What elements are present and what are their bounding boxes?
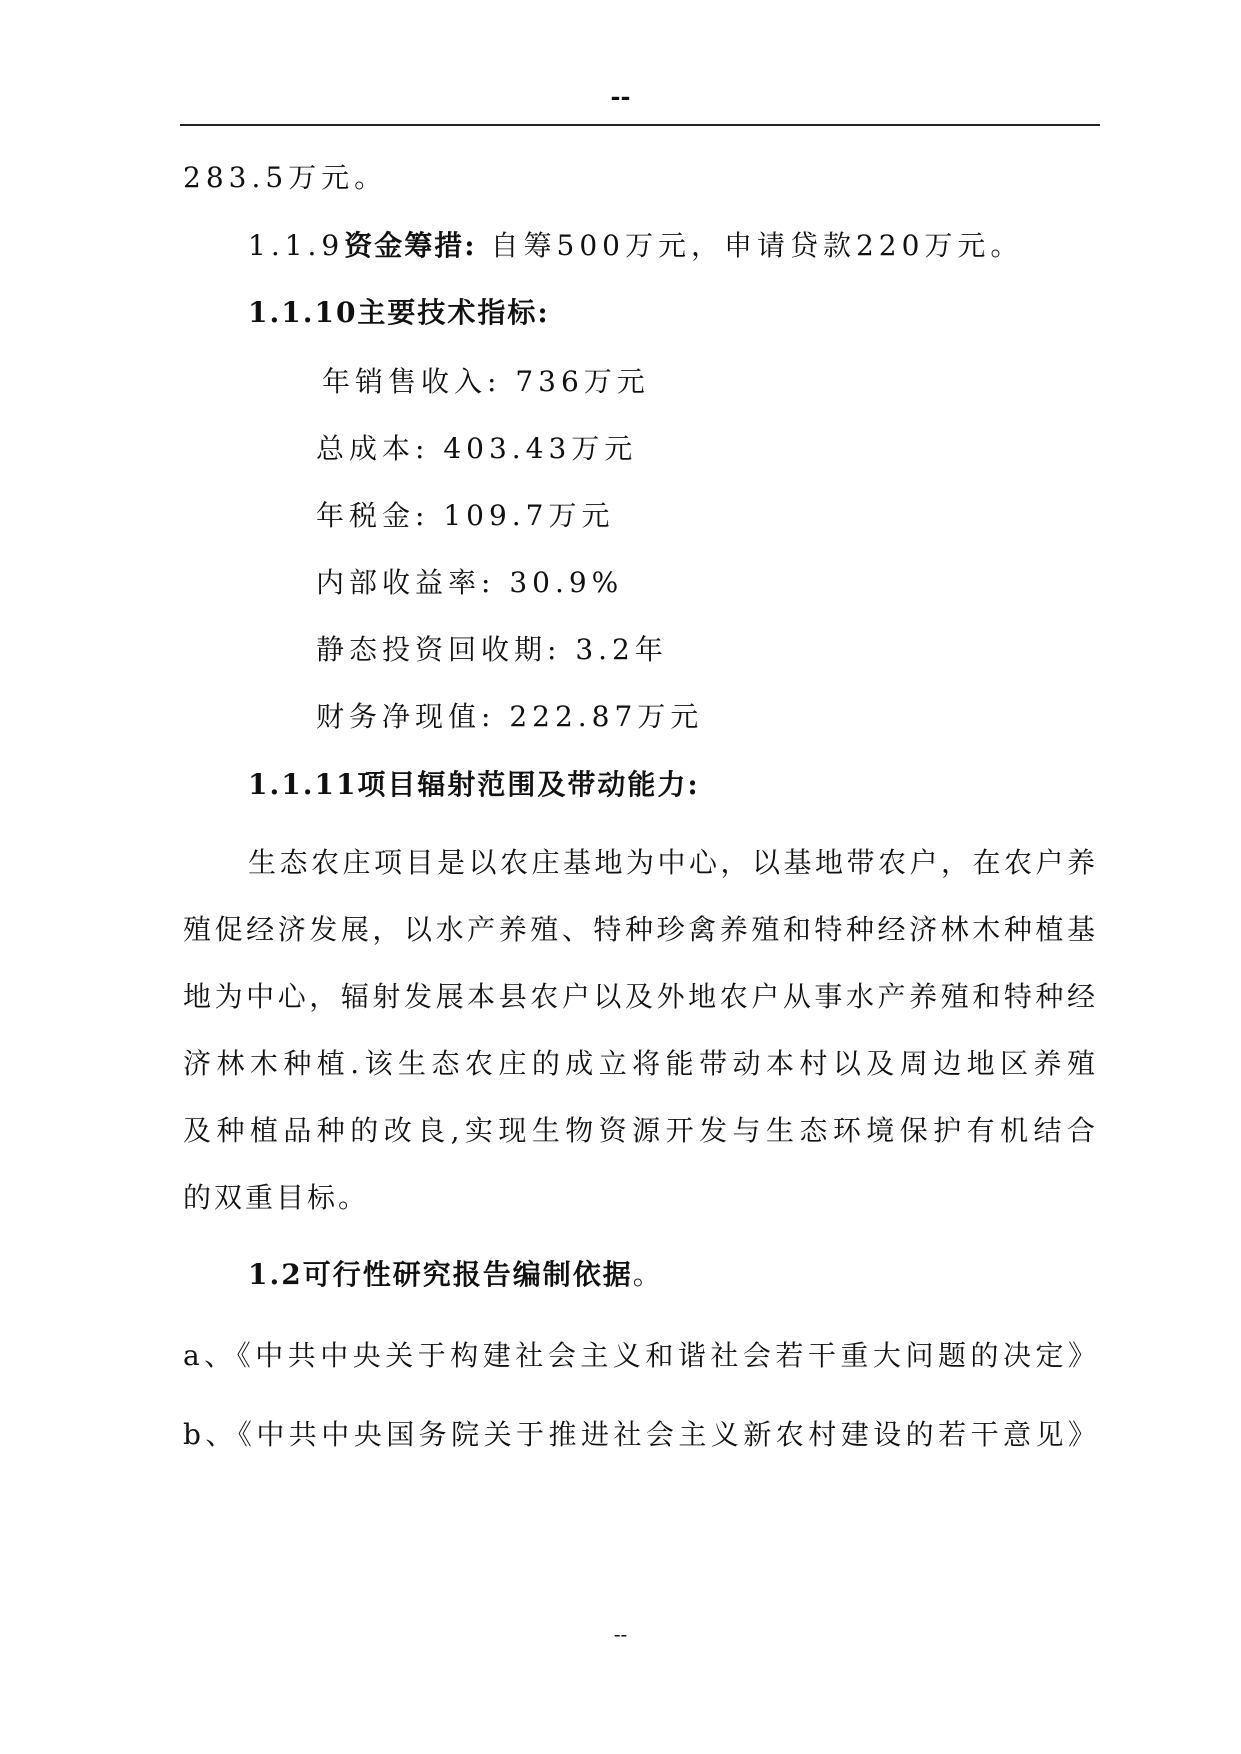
page-footer-mark: --: [613, 1622, 628, 1646]
indicator-item: 内部收益率: 30.9%: [316, 566, 624, 599]
funding-number: 1.1.9: [248, 229, 345, 262]
paragraph-line: 济林木种植.该生态农庄的成立将能带动本村以及周边地区养殖: [183, 1047, 1098, 1080]
indicator-item: 总成本: 403.43万元: [316, 432, 638, 465]
basis-heading: [248, 1255, 666, 1295]
tech-indicators-heading: 1.1.10主要技术指标:: [248, 296, 550, 329]
indicator-item: 静态投资回收期: 3.2年: [316, 633, 668, 666]
funding-text: 自筹500万元，申请贷款220万元。: [490, 229, 1024, 262]
basis-heading-title: 1.2可行性研究报告编制依据: [248, 1258, 633, 1291]
paragraph-line: 生态农庄项目是以农庄基地为中心，以基地带农户，在农户养: [248, 846, 1098, 879]
continuation-line: 283.5万元。: [183, 161, 388, 194]
indicator-item: 财务净现值: 222.87万元: [316, 700, 704, 733]
page-header-mark: --: [610, 82, 631, 111]
paragraph-line: 殖促经济发展，以水产养殖、特种珍禽养殖和特种经济林木种植基: [183, 913, 1098, 946]
indicator-item: 年税金: 109.7万元: [316, 499, 615, 532]
indicator-item: 年销售收入: 736万元: [322, 365, 650, 398]
basis-item: a、《中共中央关于构建社会主义和谐社会若干重大问题的决定》: [183, 1339, 1098, 1372]
funding-title: 资金筹措:: [344, 229, 477, 262]
paragraph-line: 地为中心，辐射发展本县农户以及外地农户从事水产养殖和特种经: [183, 980, 1098, 1013]
header-rule: [180, 124, 1100, 126]
funding-line: [248, 226, 1023, 266]
basis-item: b、《中共中央国务院关于推进社会主义新农村建设的若干意见》: [183, 1418, 1098, 1451]
paragraph-line: 及种植品种的改良,实现生物资源开发与生态环境保护有机结合: [183, 1114, 1098, 1147]
paragraph-line: 的双重目标。: [183, 1181, 370, 1214]
basis-heading-suffix: 。: [632, 1258, 666, 1291]
radiation-heading: 1.1.11项目辐射范围及带动能力:: [248, 768, 700, 801]
